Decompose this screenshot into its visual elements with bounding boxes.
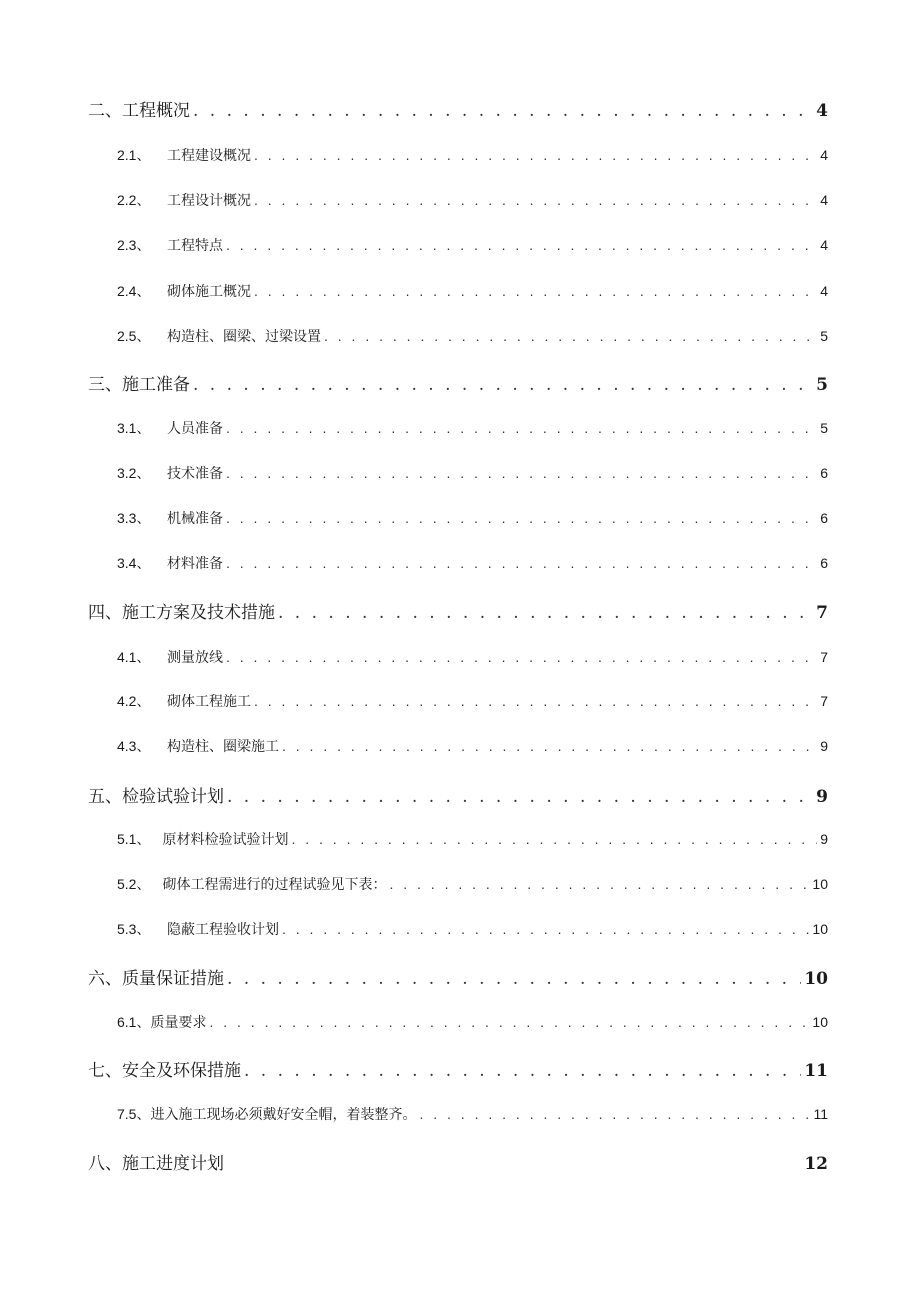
toc-entry[interactable] [88, 1149, 828, 1174]
toc-entry-number: 3.2、 [117, 465, 151, 481]
toc-entry-title: 砌体工程施工 [167, 693, 251, 709]
toc-entry-number: 5.3、 [117, 921, 151, 937]
toc-entry-page: 7 [820, 693, 828, 709]
toc-entry[interactable] [117, 145, 828, 165]
toc-entry-title: 构造柱、圈梁施工 [167, 738, 279, 754]
toc-dot-leader [227, 787, 813, 807]
toc-entry[interactable] [88, 598, 828, 623]
toc-entry[interactable] [88, 782, 828, 807]
toc-entry-number: 3.1、 [117, 420, 151, 436]
toc-entry[interactable] [117, 647, 828, 667]
toc-entry-title: 技术准备 [167, 465, 223, 481]
toc-entry-title: 隐蔽工程验收计划 [167, 921, 279, 937]
toc-entry-page: 6 [820, 555, 828, 571]
toc-entry-number: 七、 [88, 1061, 122, 1081]
toc-entry[interactable] [117, 553, 828, 573]
toc-entry-page: 4 [820, 237, 828, 253]
toc-entry-page: 9 [820, 738, 828, 754]
toc-dot-leader [291, 831, 817, 847]
toc-entry-number: 六、 [88, 969, 122, 989]
toc-entry-number: 6.1、 [117, 1014, 151, 1030]
toc-entry[interactable] [117, 691, 828, 711]
toc-entry-number: 2.1、 [117, 147, 151, 163]
toc-entry-page: 11 [804, 1061, 828, 1081]
toc-entry-title: 人员准备 [167, 420, 223, 436]
toc-entry-page: 7 [820, 649, 828, 665]
toc-entry[interactable] [88, 370, 828, 395]
toc-dot-leader [254, 192, 817, 208]
toc-dot-leader [226, 237, 817, 253]
toc-dot-leader [278, 603, 813, 623]
toc-entry-page: 4 [816, 101, 828, 121]
toc-entry[interactable] [117, 829, 828, 849]
toc-entry-title: 原材料检验试验计划 [162, 831, 289, 847]
toc-entry-number: 2.4、 [117, 283, 151, 299]
toc-entry-number: 二、 [88, 101, 122, 121]
toc-entry-number: 5.2、 [117, 876, 151, 892]
toc-entry-title: 构造柱、圈梁、过梁设置 [167, 328, 321, 344]
toc-entry-number: 3.4、 [117, 555, 151, 571]
toc-entry-title: 工程建设概况 [167, 147, 251, 163]
toc-entry-page: 10 [812, 1014, 828, 1030]
toc-entry-number: 4.1、 [117, 649, 151, 665]
toc-entry[interactable] [117, 235, 828, 255]
toc-entry-number: 7.5、 [117, 1106, 151, 1122]
toc-entry-page: 10 [812, 876, 828, 892]
toc-entry[interactable] [117, 281, 828, 301]
toc-entry[interactable] [88, 96, 828, 121]
toc-entry[interactable] [88, 964, 828, 989]
toc-dot-leader [389, 876, 809, 892]
toc-entry-title: 工程设计概况 [167, 192, 251, 208]
toc-entry-number: 2.3、 [117, 237, 151, 253]
toc-dot-leader [226, 465, 817, 481]
toc-entry-number: 三、 [88, 375, 122, 395]
toc-entry-title: 工程概况 [122, 101, 190, 121]
toc-entry-number: 2.5、 [117, 328, 151, 344]
toc-entry-page: 9 [820, 831, 828, 847]
toc-dot-leader [227, 969, 801, 989]
toc-entry[interactable] [117, 736, 828, 756]
toc-entry-page: 7 [816, 603, 828, 623]
toc-entry-number: 五、 [88, 787, 122, 807]
toc-entry-title: 工程特点 [167, 237, 223, 253]
toc-entry-title: 机械准备 [167, 510, 223, 526]
toc-dot-leader [226, 649, 817, 665]
toc-entry[interactable] [88, 1056, 828, 1081]
toc-entry[interactable] [117, 418, 828, 438]
toc-entry-title: 检验试验计划 [122, 787, 224, 807]
toc-entry-number: 3.3、 [117, 510, 151, 526]
toc-entry-page: 10 [812, 921, 828, 937]
toc-dot-leader [226, 555, 817, 571]
toc-entry[interactable] [117, 508, 828, 528]
toc-entry-page: 6 [820, 465, 828, 481]
toc-entry[interactable] [117, 1104, 828, 1124]
toc-entry[interactable] [117, 463, 828, 483]
toc-dot-leader [193, 375, 813, 395]
toc-entry-number: 5.1、 [117, 831, 151, 847]
toc-entry-page: 4 [820, 147, 828, 163]
toc-entry-title: 砌体施工概况 [167, 283, 251, 299]
toc-dot-leader [282, 921, 809, 937]
toc-entry-title: 施工进度计划 [122, 1154, 224, 1174]
toc-entry[interactable] [117, 190, 828, 210]
toc-entry-page: 4 [820, 283, 828, 299]
toc-dot-leader [226, 420, 817, 436]
toc-entry-title: 进入施工现场必须戴好安全帽，着装整齐。 [150, 1106, 417, 1122]
toc-dot-leader [419, 1106, 810, 1122]
toc-dot-leader [324, 328, 817, 344]
toc-entry-page: 5 [820, 420, 828, 436]
toc-entry[interactable] [117, 1012, 828, 1032]
toc-entry-number: 2.2、 [117, 192, 151, 208]
toc-dot-leader [244, 1061, 801, 1081]
toc-entry-number: 4.3、 [117, 738, 151, 754]
toc-entry[interactable] [117, 919, 828, 939]
toc-dot-leader [209, 1014, 809, 1030]
toc-entry-page: 12 [804, 1154, 828, 1174]
toc-dot-leader [254, 283, 817, 299]
toc-entry-title: 砌体工程需进行的过程试验见下表： [162, 876, 387, 892]
toc-entry-title: 材料准备 [167, 555, 223, 571]
toc-dot-leader [254, 147, 817, 163]
toc-entry-title: 质量保证措施 [122, 969, 224, 989]
toc-entry[interactable] [117, 874, 828, 894]
toc-entry-page: 4 [820, 192, 828, 208]
toc-entry-number: 四、 [88, 603, 122, 623]
toc-entry-page: 5 [816, 375, 828, 395]
toc-entry-page: 5 [820, 328, 828, 344]
toc-entry-title: 施工方案及技术措施 [122, 603, 275, 623]
toc-entry-page: 9 [816, 787, 828, 807]
toc-entry-page: 6 [820, 510, 828, 526]
toc-entry-number: 4.2、 [117, 693, 151, 709]
toc-entry-title: 质量要求 [150, 1014, 207, 1030]
toc-entry-number: 八、 [88, 1154, 122, 1174]
toc-dot-leader [254, 693, 817, 709]
toc-entry-title: 测量放线 [167, 649, 223, 665]
toc-entry-title: 施工准备 [122, 375, 190, 395]
toc-entry[interactable] [117, 326, 828, 346]
toc-entry-title: 安全及环保措施 [122, 1061, 241, 1081]
toc-dot-leader [282, 738, 817, 754]
toc-entry-page: 11 [813, 1106, 828, 1122]
toc-dot-leader [226, 510, 817, 526]
toc-entry-page: 10 [804, 969, 828, 989]
toc-dot-leader [193, 101, 813, 121]
